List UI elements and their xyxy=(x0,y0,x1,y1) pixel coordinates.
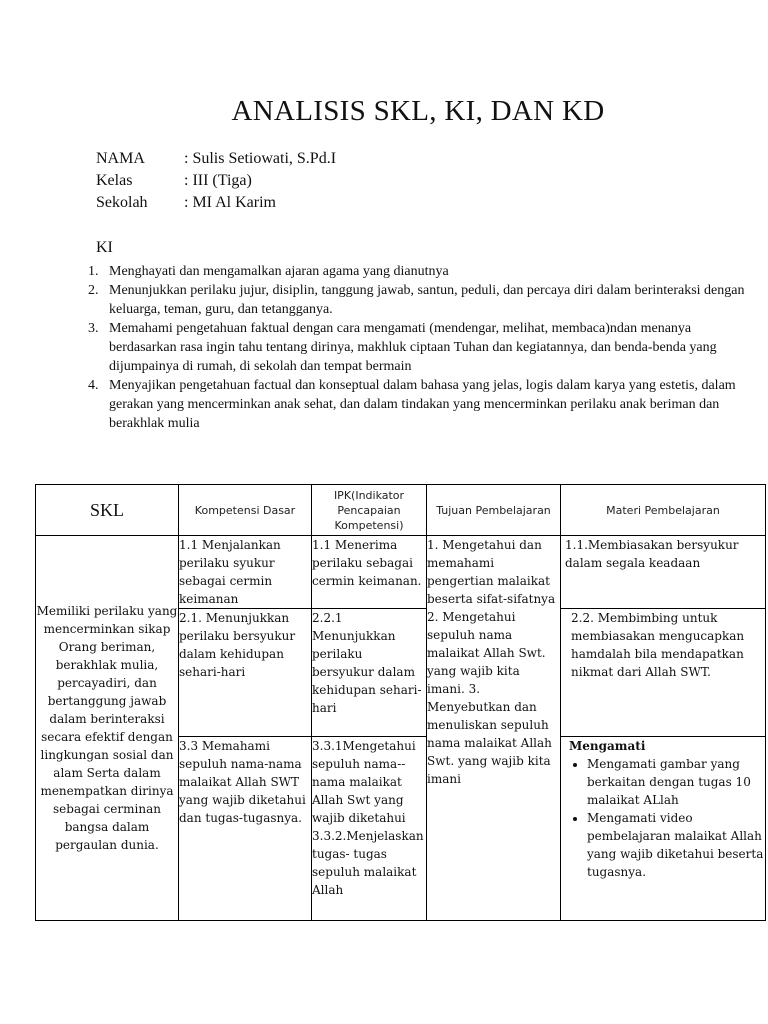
header-ipk: IPK(Indikator Pencapaian Kompetensi) xyxy=(312,485,427,536)
ipk-cell: 3.3.1Mengetahui sepuluh nama-- nama malaikat Allah Swt yang wajib diketahui 3.3.2.Menjelaskan tugas- tugas sepuluh malaikat Allah xyxy=(312,737,427,921)
ki-item xyxy=(88,376,758,433)
materi-cell xyxy=(561,737,766,921)
ki-list xyxy=(88,262,758,433)
header-materi: Materi Pembelajaran xyxy=(561,485,766,536)
kd-cell: 1.1 Menjalankan perilaku syukur sebagai cermin keimanan xyxy=(179,536,312,609)
list-item: • Mengamati video pembelajaran malaikat Allah yang wajib diketahui beserta tugasnya. xyxy=(587,809,765,881)
materi-subheading: Mengamati xyxy=(569,739,646,753)
table-row xyxy=(36,536,766,609)
header-skl: SKL xyxy=(36,485,179,536)
list-item: • Mengamati gambar yang berkaitan dengan tugas 10 malaikat ALlah xyxy=(587,755,765,809)
ki-item xyxy=(88,262,758,281)
document-title: ANALISIS SKL, KI, DAN KD xyxy=(231,95,605,127)
materi-bullet-list xyxy=(569,755,765,881)
materi-cell: 1.1.Membiasakan bersyukur dalam segala keadaan xyxy=(561,536,766,609)
info-value: : III (Tiga) xyxy=(184,172,252,189)
info-row-sekolah xyxy=(96,192,276,214)
ki-item-text: Menghayati dan mengamalkan ajaran agama yang dianutnya xyxy=(109,264,449,279)
ki-heading: KI xyxy=(96,239,113,256)
ki-item xyxy=(88,281,758,319)
ki-item xyxy=(88,319,758,376)
info-row-kelas xyxy=(96,170,252,192)
ipk-cell: 1.1 Menerima perilaku sebagai cermin keimanan. xyxy=(312,536,427,609)
info-label: Kelas xyxy=(96,172,133,189)
ki-item-text: Memahami pengetahuan faktual dengan cara mengamati (mendengar, melihat, membaca)ndan menanya berdasarkan rasa ingin tahu tentang dirinya, makhluk ciptaan Tuhan dan kegiatannya, dan benda-benda yang dijumpainya di rumah, di sekolah dan tempat bermain xyxy=(109,321,717,374)
header-tujuan: Tujuan Pembelajaran xyxy=(427,485,561,536)
ki-item-number: 4. xyxy=(88,378,99,393)
analysis-table xyxy=(35,484,766,921)
tujuan-cell: 1. Mengetahui dan memahami pengertian malaikat beserta sifat-sifatnya 2. Mengetahui sepuluh nama malaikat Allah Swt. yang wajib kita imani. 3. Menyebutkan dan menuliskan sepuluh nama malaikat Allah Swt. yang wajib kita imani xyxy=(427,536,561,921)
ki-item-number: 3. xyxy=(88,321,99,336)
kd-cell: 2.1. Menunjukkan perilaku bersyukur dalam kehidupan sehari-hari xyxy=(179,609,312,737)
kd-cell: 3.3 Memahami sepuluh nama-nama malaikat Allah SWT yang wajib diketahui dan tugas-tugasnya. xyxy=(179,737,312,921)
info-row-nama xyxy=(96,148,336,170)
ipk-cell: 2.2.1 Menunjukkan perilaku bersyukur dalam kehidupan sehari-hari xyxy=(312,609,427,737)
table-header-row xyxy=(36,485,766,536)
ki-item-number: 1. xyxy=(88,264,99,279)
ki-item-text: Menyajikan pengetahuan factual dan konseptual dalam bahasa yang jelas, logis dalam karya yang estetis, dalam gerakan yang mencerminkan anak sehat, dan dalam tindakan yang mencerminkan perilaku anak beriman dan berakhlak mulia xyxy=(109,378,736,431)
materi-cell: 2.2. Membimbing untuk membiasakan mengucapkan hamdalah bila mendapatkan nikmat dari Allah SWT. xyxy=(561,609,766,737)
info-value: : MI Al Karim xyxy=(184,194,276,211)
info-label: NAMA xyxy=(96,150,145,167)
skl-cell: Memiliki perilaku yang mencerminkan sikap Orang beriman, berakhlak mulia, percayadiri, dan bertanggung jawab dalam berinteraksi secara efektif dengan lingkungan sosial dan alam Serta dalam menempatkan dirinya sebagai cerminan bangsa dalam pergaulan dunia. xyxy=(36,536,179,921)
ki-item-number: 2. xyxy=(88,283,99,298)
ki-item-text: Menunjukkan perilaku jujur, disiplin, tanggung jawab, santun, peduli, dan percaya diri dalam berinteraksi dengan keluarga, teman, guru, dan tetangganya. xyxy=(109,283,745,317)
info-value: : Sulis Setiowati, S.Pd.I xyxy=(184,150,337,167)
header-kompetensi-dasar: Kompetensi Dasar xyxy=(179,485,312,536)
info-label: Sekolah xyxy=(96,194,148,211)
